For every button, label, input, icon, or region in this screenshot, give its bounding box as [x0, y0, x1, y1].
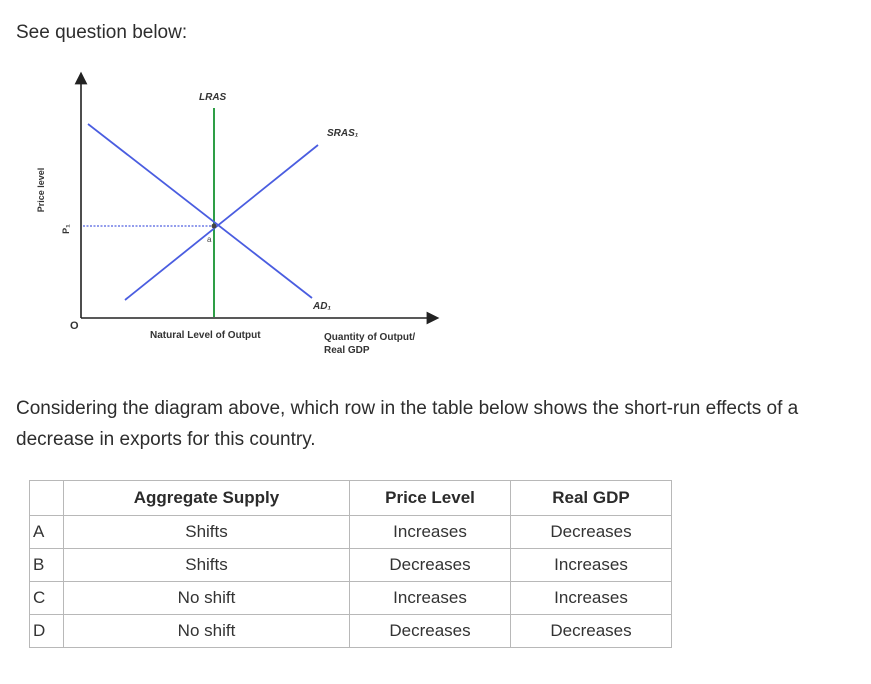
table-row: [30, 516, 672, 549]
price-level-label: P₁: [61, 224, 71, 234]
ad-curve: [88, 124, 312, 298]
equilibrium-point-label: a: [207, 235, 212, 244]
answer-table: [29, 480, 672, 648]
x-axis-label-line1: Quantity of Output/: [324, 332, 416, 343]
row-letter: A: [30, 516, 64, 549]
row-price-level: Increases: [350, 582, 511, 615]
table-row: [30, 615, 672, 648]
row-aggregate-supply: No shift: [64, 615, 350, 648]
row-letter: C: [30, 582, 64, 615]
header-price-level: Price Level: [350, 481, 511, 516]
header-aggregate-supply: Aggregate Supply: [64, 481, 350, 516]
row-real-gdp: Decreases: [511, 615, 672, 648]
lras-label: LRAS: [199, 92, 227, 103]
row-real-gdp: Increases: [511, 549, 672, 582]
natural-output-label: Natural Level of Output: [150, 330, 261, 341]
sras-curve: [125, 145, 318, 300]
row-real-gdp: Increases: [511, 582, 672, 615]
table-row: [30, 582, 672, 615]
equilibrium-point: [212, 224, 217, 229]
table-row: [30, 549, 672, 582]
intro-text: See question below:: [16, 22, 188, 43]
row-real-gdp: Decreases: [511, 516, 672, 549]
table-header-row: [30, 481, 672, 516]
row-letter: B: [30, 549, 64, 582]
row-aggregate-supply: No shift: [64, 582, 350, 615]
row-price-level: Decreases: [350, 549, 511, 582]
origin-label: O: [70, 320, 79, 332]
row-aggregate-supply: Shifts: [64, 516, 350, 549]
y-axis-label: Price level: [36, 167, 46, 213]
row-aggregate-supply: Shifts: [64, 549, 350, 582]
header-real-gdp: Real GDP: [511, 481, 672, 516]
row-price-level: Increases: [350, 516, 511, 549]
x-axis-label-line2: Real GDP: [324, 345, 370, 356]
sras-label: SRAS₁: [327, 128, 359, 139]
row-letter: D: [30, 615, 64, 648]
question-text: Considering the diagram above, which row in the table below shows the short-run effects of a decrease in exports for this country.: [16, 398, 799, 450]
ad-label: AD₁: [313, 301, 331, 312]
header-blank: [30, 481, 64, 516]
row-price-level: Decreases: [350, 615, 511, 648]
